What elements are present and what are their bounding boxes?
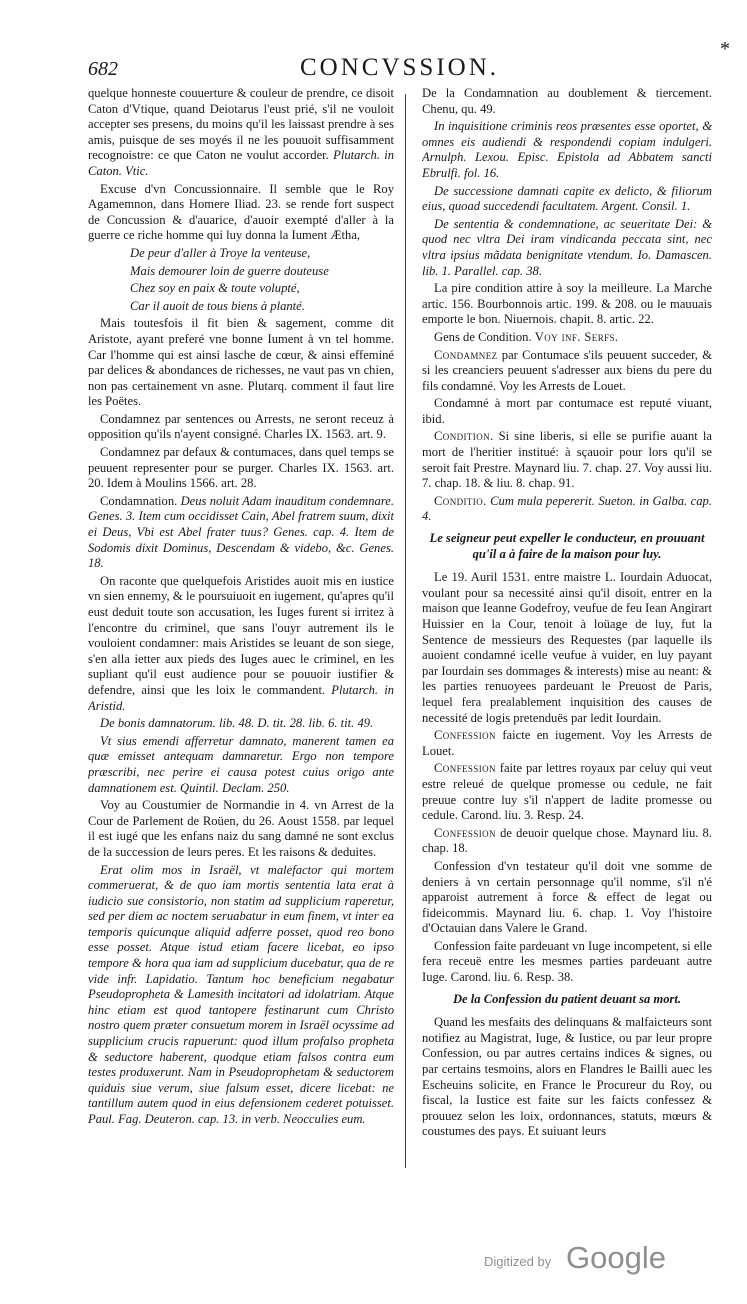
citation: Plutarch. in Caton. Vtic. bbox=[88, 148, 394, 178]
paragraph: La pire condition attire à soy la meilleure. La Marche artic. 156. Bourbonnois artic. 199. & 208. ou le mauuais emporte le bon. Niuernois. chapit. 8. artic. 22. bbox=[422, 281, 712, 327]
paragraph: Confession faicte en iugement. Voy les Arrests de Louet. bbox=[422, 728, 712, 758]
paragraph: Confession faite pardeuant vn Iuge incompetent, si elle fera receuë entre les mesmes parties pardeuant autre Iuge. Carond. liu. 6. Resp. 38. bbox=[422, 938, 712, 985]
corner-mark: * bbox=[720, 38, 730, 60]
paragraph: Condamnez par Contumace s'ils peuuent succeder, & si les creanciers peuuent s'adresser aux biens du pere du fils condamné. Voy les Arrests de Louet. bbox=[422, 347, 712, 393]
paragraph: In inquisitione criminis reos præsentes esse oportet, & omnes eis audiendi & respondendi copiam indulgeri. Arnulph. Lexou. Episc. Epistola ad Abbatem sancti Ebrulfi. fol. 16. bbox=[422, 119, 712, 180]
paragraph: Mais toutesfois il fit bien & sagement, comme dit Aristote, ayant preferé vne bonne Iument à vn tel homme. Car l'homme qui est ainsi lasche de cœur, & ainsi effeminé par delices & abondances de richesses, ne vaut pas vn chien, non pas certainement vn asne. Plutarq. comment il faut lire les Poëtes. bbox=[88, 316, 394, 409]
paragraph: Vt sius emendi afferretur damnato, manerent tamen ea quæ emisset antequam damnaretur. Ergo non tempore præscribi, nec perire ei causa potest cuius origo ante damnationem est. Quintil. Declam. 250. bbox=[88, 733, 394, 795]
paragraph: Confession de deuoir quelque chose. Maynard liu. 8. chap. 18. bbox=[422, 825, 712, 856]
right-column bbox=[422, 86, 712, 1174]
section-heading: De la Confession du patient deuant sa mort. bbox=[452, 991, 682, 1006]
paragraph: De successione damnati capite ex delicto, & filiorum eius, quoad succedendi facultatem. Argent. Consil. 1. bbox=[422, 183, 712, 214]
verse-line: Car il auoit de tous biens à planté. bbox=[130, 298, 305, 313]
paragraph: quelque honneste couuerture & couleur de prendre, ce disoit Caton d'Vtique, quand Deiotarus l'eust prié, s'il ne vouloit accepter ses presens, du moins qu'il les laissast prendre à ses amis, puisque de ses moyés il ne les pouuoit suffisamment recognoistre: ce que Caton ne voulut accorder. Plutarch. in Caton. Vtic. bbox=[88, 86, 394, 178]
paragraph: On raconte que quelquefois Aristides auoit mis en iustice vn sien ennemy, & le poursuiuoit en iugement, qu'apres qu'il eust deduit toute son accusation, les Iuges furent si irritez à l'encontre du criminel, que sans l'ouyr autrement ils le vouloient condamner: mais Aristides se leuant de son siege, s'en alla ietter aux pieds des Iuges auec le criminel, en les supliant qu'il eust audience pour se pouuoir iustifier & defendre, ainsi que les loix le commandent. Plutarch. in Aristid. bbox=[88, 573, 394, 713]
paragraph: Erat olim mos in Israël, vt malefactor qui mortem commeruerat, & de quo iam mortis sententia lata erat à iudicio sue consistorio, non statim ad supplicium raperetur, sed per diem ac noctem seruabatur in eum finem, vt inter ea temporis quicunque aliquid adferre posset, quod reo bono esse posset. Atque istud etiam facere licebat, eo ipso tempore & hora qua iam ad supplicium ducebatur, qua de re vide infr. Lapidatio. Tantum hoc beneficium negabatur Pseudopropheta & Lamesith incitatori ad idolatriam. Atque hinc etiam est quod tantopere festinarunt cum Christo nostro quem præter consuetum morem in Israël ocyssime ad supplicium crucis rapuerunt: quod illum profalso propheta & seductore haberent, quodque etiam falsos contra eum testes produxerunt. Nam in Pseudoprophetam & seductorem quiduis siue verum, siue falsum esset, dicere licebat: ne tantillum autem quod in eius defensionem cederet potuisset. Paul. Fag. Deuteron. cap. 13. in verb. Neocculies eum. bbox=[88, 862, 394, 1126]
citation: Plutarch. in Aristid. bbox=[88, 682, 394, 713]
verse-line: Chez soy en paix & toute volupté, bbox=[130, 281, 300, 296]
paragraph: De la Condamnation au doublement & tiercement. Chenu, qu. 49. bbox=[422, 86, 712, 116]
page-number: 682 bbox=[88, 58, 118, 80]
paragraph: Gens de Condition. Voy inf. Serfs. bbox=[434, 329, 619, 344]
paragraph: Conditio. Cum mula pepererit. Sueton. in Galba. cap. 4. bbox=[422, 493, 712, 524]
running-title: CONCVSSION. bbox=[300, 54, 500, 81]
paragraph: Condition. Si sine liberis, si elle se purifie auant la mort de l'heritier institué: à sçauoir pour lors qu'il se seroit fait Prestre. Maynard liu. 7. chap. 27. Voy aussi liu. 7. chap. 18. & liu. 8. chap. 91. bbox=[422, 429, 712, 491]
paragraph: Condamnation. Deus noluit Adam inauditum condemnare. Genes. 3. Item cum occidisset Cain, Abel fratrem suum, dixit ei Deus, Vbi est Abel frater tuus? Genes. cap. 4. Item de Sodomis dixit Dominus, Descendam & videbo, &c. Genes. 18. bbox=[88, 493, 394, 571]
paragraph: Le 19. Auril 1531. entre maistre L. Iourdain Aduocat, voulant pour sa necessité ainsi qu'il disoit, entrer en la maison que Ieanne Godefroy, veufue de feu Iean Angirart Huissier en la Cour, tenoit à loüage de luy, fut la Sentence de messieurs des Requestes (par laquelle ils auoient condamné icelle veufue à vuider, en luy payant par Iourdain ses dommages & interests) mise au neant: & les parties renuoyees pardeuant le Preuost de Paris, lequel fera prealablement inquisition des causes de necessité de logis pretenduës par ledit Iourdain. bbox=[422, 570, 712, 725]
paragraph: Condamnez par defaux & contumaces, dans quel temps se peuuent representer pour se purger. Charles IX. 1563. art. 20. Idem à Moulins 1566. art. 28. bbox=[88, 445, 394, 491]
paragraph: Condamnez par sentences ou Arrests, ne seront receuz à opposition qu'ils n'ayent consigné. Charles IX. 1563. art. 9. bbox=[88, 411, 394, 442]
section-heading: Le seigneur peut expeller le conducteur, en prouuant qu'il a à faire de la maison pour luy. bbox=[429, 531, 705, 561]
page-header bbox=[88, 38, 730, 88]
paragraph: De bonis damnatorum. lib. 48. D. tit. 28. lib. 6. tit. 49. bbox=[100, 716, 374, 731]
paragraph: De sententia & condemnatione, ac seueritate Dei: & quod nec vltra Dei iram vindicanda peccata sint, nec vltra ipsius mãdata benignitate vtendum. Io. Damascen. lib. 1. Parallel. cap. 38. bbox=[422, 216, 712, 278]
verse-line: De peur d'aller à Troye la venteuse, bbox=[130, 245, 311, 260]
google-logo: Google bbox=[566, 1240, 666, 1275]
verse-line: Mais demourer loin de guerre douteuse bbox=[130, 263, 329, 278]
paragraph: Voy au Coustumier de Normandie in 4. vn Arrest de la Cour de Parlement de Roüen, du 26. Aoust 1558. par lequel il est iugé que les enfans naiz du sang damné ne sont exclus de la succession de leurs peres. Et les raisons & deduites. bbox=[88, 798, 394, 859]
paragraph: Condamné à mort par contumace est reputé viuant, ibid. bbox=[422, 396, 712, 426]
left-column bbox=[88, 86, 394, 1174]
column-divider bbox=[405, 94, 406, 1168]
paragraph: Quand les mesfaits des delinquans & malfaicteurs sont notifiez au Magistrat, Iuge, & Iustice, ou par leur propre Confession, ou par autres certains indices & signes, ou par certains tesmoins, alors en Flandres le Bailli auec les Escheuins solicite, en France le Procureur du Roy, ou fiscal, la Iustice est faite sur les faicts confessez & prouuez selon les loix, ordonnances, statuts, mœurs & coustumes des pays. Et suiuant leurs bbox=[422, 1015, 712, 1139]
paragraph: Confession d'vn testateur qu'il doit vne somme de deniers à vn certain personnage qu'il nomme, s'il n'é apparoist autrement à force & effect de legat ou fideicommis. Maynard liu. 6. chap. 1. Voy l'histoire d'Octauian dans Valere le Grand. bbox=[422, 858, 712, 936]
paragraph: Excuse d'vn Concussionnaire. Il semble que le Roy Agamemnon, dans Homere Iliad. 23. se rende fort suspect de Concussion & d'auarice, d'auoir exempté d'aller à la guerre ce riche homme qui luy donna la Iument Ætha, bbox=[88, 181, 394, 243]
watermark-prefix: Digitized by bbox=[484, 1254, 552, 1269]
paragraph: Confession faite par lettres royaux par celuy qui veut estre releué de quelque promesse ou cedule, ne fait preuue contre luy s'il n'appert de ladite promesse ou cedule. Carond. liu. 3. Resp. 24. bbox=[422, 761, 712, 823]
